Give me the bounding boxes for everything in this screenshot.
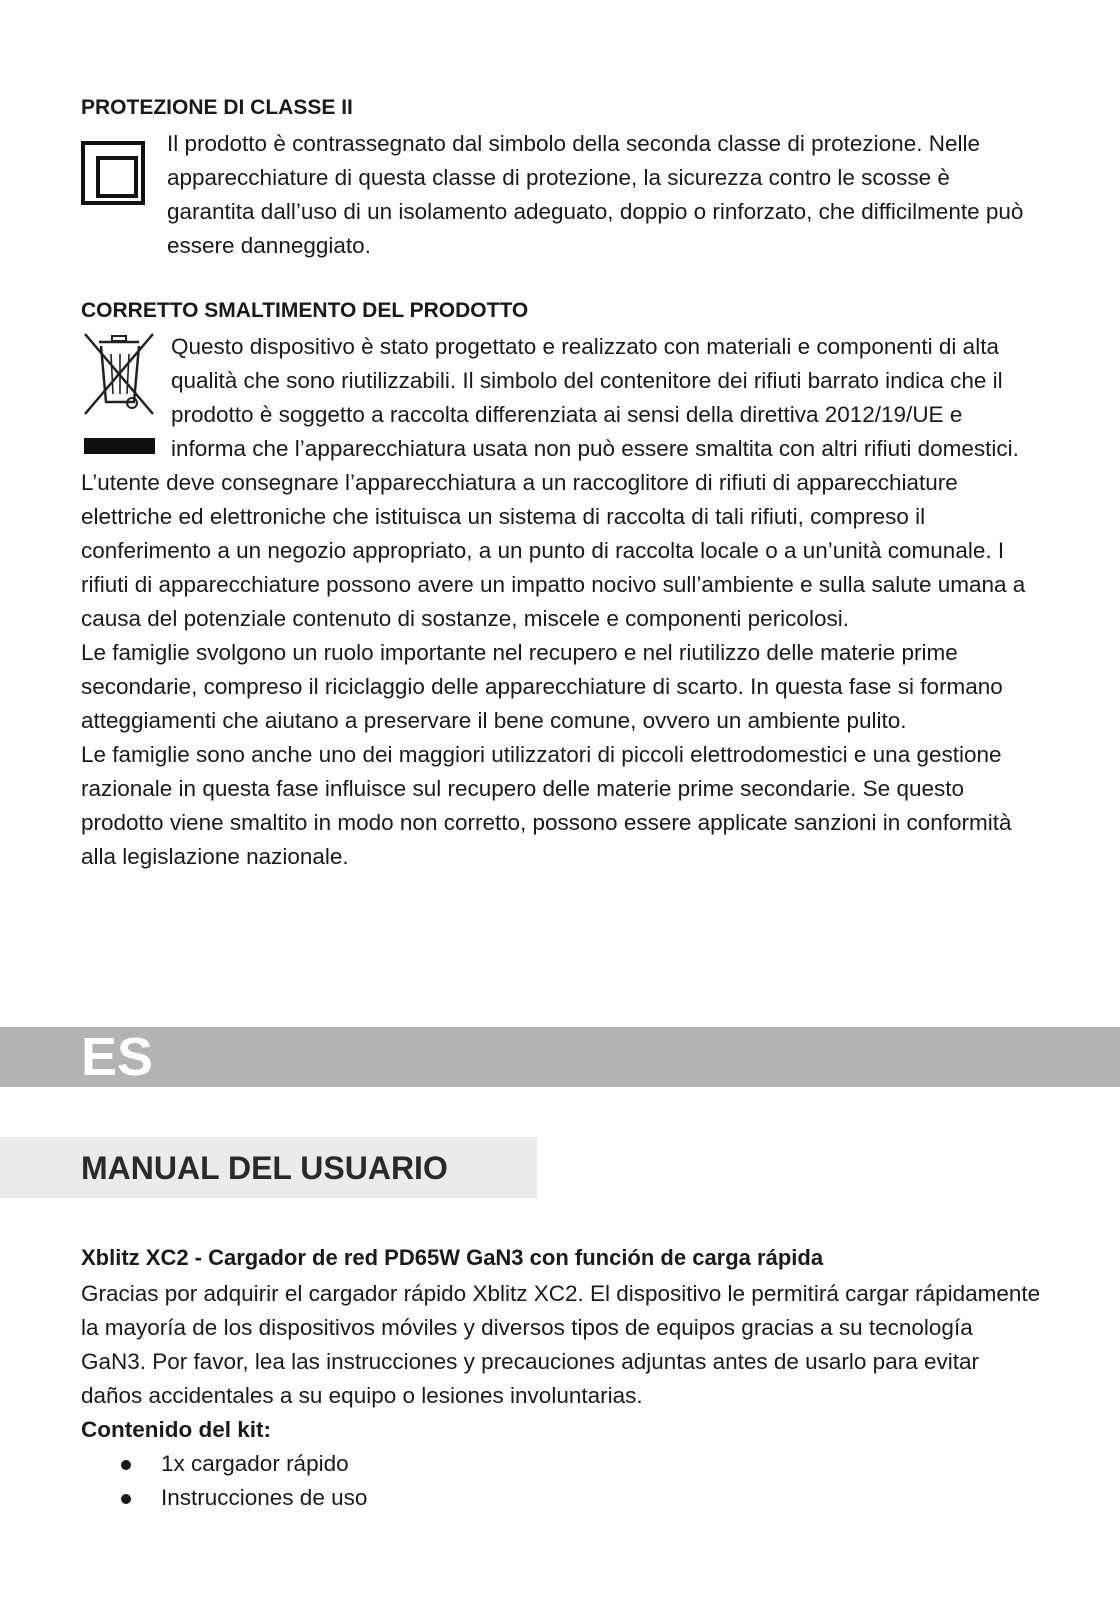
class-ii-row [81, 127, 1041, 263]
disposal-section [81, 298, 1041, 874]
disposal-row [81, 330, 1041, 466]
disposal-paragraph-1: L’utente deve consegnare l’apparecchiatura a un raccoglitore di rifiuti di apparecchiature elettriche ed elettroniche che istituisca un sistema di raccolta di tali rifiuti, compreso il conferimento a un negozio appropriato, a un punto di raccolta locale o a un’unità comunale. I rifiuti di apparecchiature possono avere un impatto nocivo sull’ambiente e sulla salute umana a causa del potenziale contenuto di sostanze, miscele e componenti pericolosi. [81, 470, 1026, 631]
crossed-out-wheelie-bin-icon [81, 330, 157, 466]
class-ii-heading: PROTEZIONE DI CLASSE II [81, 96, 353, 119]
disposal-paragraph-2: Le famiglie svolgono un ruolo importante nel recupero e nel riutilizzo delle materie prime secondarie, compreso il riciclaggio delle apparecchiature di scarto. In questa fase si formano atteggiamenti che aiutano a preservare il bene comune, ovvero un ambiente pulito. [81, 640, 1003, 733]
manual-title-band [0, 1137, 537, 1198]
es-intro-section [81, 1243, 1041, 1515]
disposal-heading: CORRETTO SMALTIMENTO DEL PRODOTTO [81, 299, 529, 322]
class-ii-double-square-icon [81, 141, 145, 205]
product-heading: Xblitz XC2 - Cargador de red PD65W GaN3 con función de carga rápida [81, 1245, 824, 1270]
class-ii-text: Il prodotto è contrassegnato dal simbolo della seconda classe di protezione. Nelle apparecchiature di questa classe di protezione, la sicurezza contro le scosse è garantita dall’uso di un isolamento adeguato, doppio o rinforzato, che difficilmente può essere danneggiato. [167, 131, 1024, 258]
class-ii-section [81, 95, 1041, 263]
language-label: ES [81, 1027, 154, 1087]
language-band [0, 1027, 1120, 1087]
kit-contents-title: Contenido del kit: [81, 1417, 271, 1442]
disposal-intro-text: Questo dispositivo è stato progettato e realizzato con materiali e componenti di alta qualità che sono riutilizzabili. Il simbolo del contenitore dei rifiuti barrato indica che il prodotto è soggetto a raccolta differenziata ai sensi della direttiva 2012/19/UE e informa che l’apparecchiatura usata non può essere smaltita con altri rifiuti domestici. [171, 334, 1019, 461]
list-item: 1x cargador rápido [81, 1447, 1041, 1481]
disposal-paragraph-3: Le famiglie sono anche uno dei maggiori utilizzatori di piccoli elettrodomestici e una gestione razionale in questa fase influisce sul recupero delle materie prime secondarie. Se questo prodotto viene smaltito in modo non corretto, possono essere applicate sanzioni in conformità alla legislazione nazionale. [81, 742, 1012, 869]
product-intro-text: Gracias por adquirir el cargador rápido Xblitz XC2. El dispositivo le permitirá cargar rápidamente la mayoría de los dispositivos móviles y diversos tipos de equipos gracias a su tecnología GaN3. Por favor, lea las instrucciones y precauciones adjuntas antes de usarlo para evitar daños accidentales a su equipo o lesiones involuntarias. [81, 1281, 1041, 1408]
manual-title: MANUAL DEL USUARIO [81, 1150, 448, 1186]
kit-contents-list [81, 1447, 1041, 1515]
list-item: Instrucciones de uso [81, 1481, 1041, 1515]
